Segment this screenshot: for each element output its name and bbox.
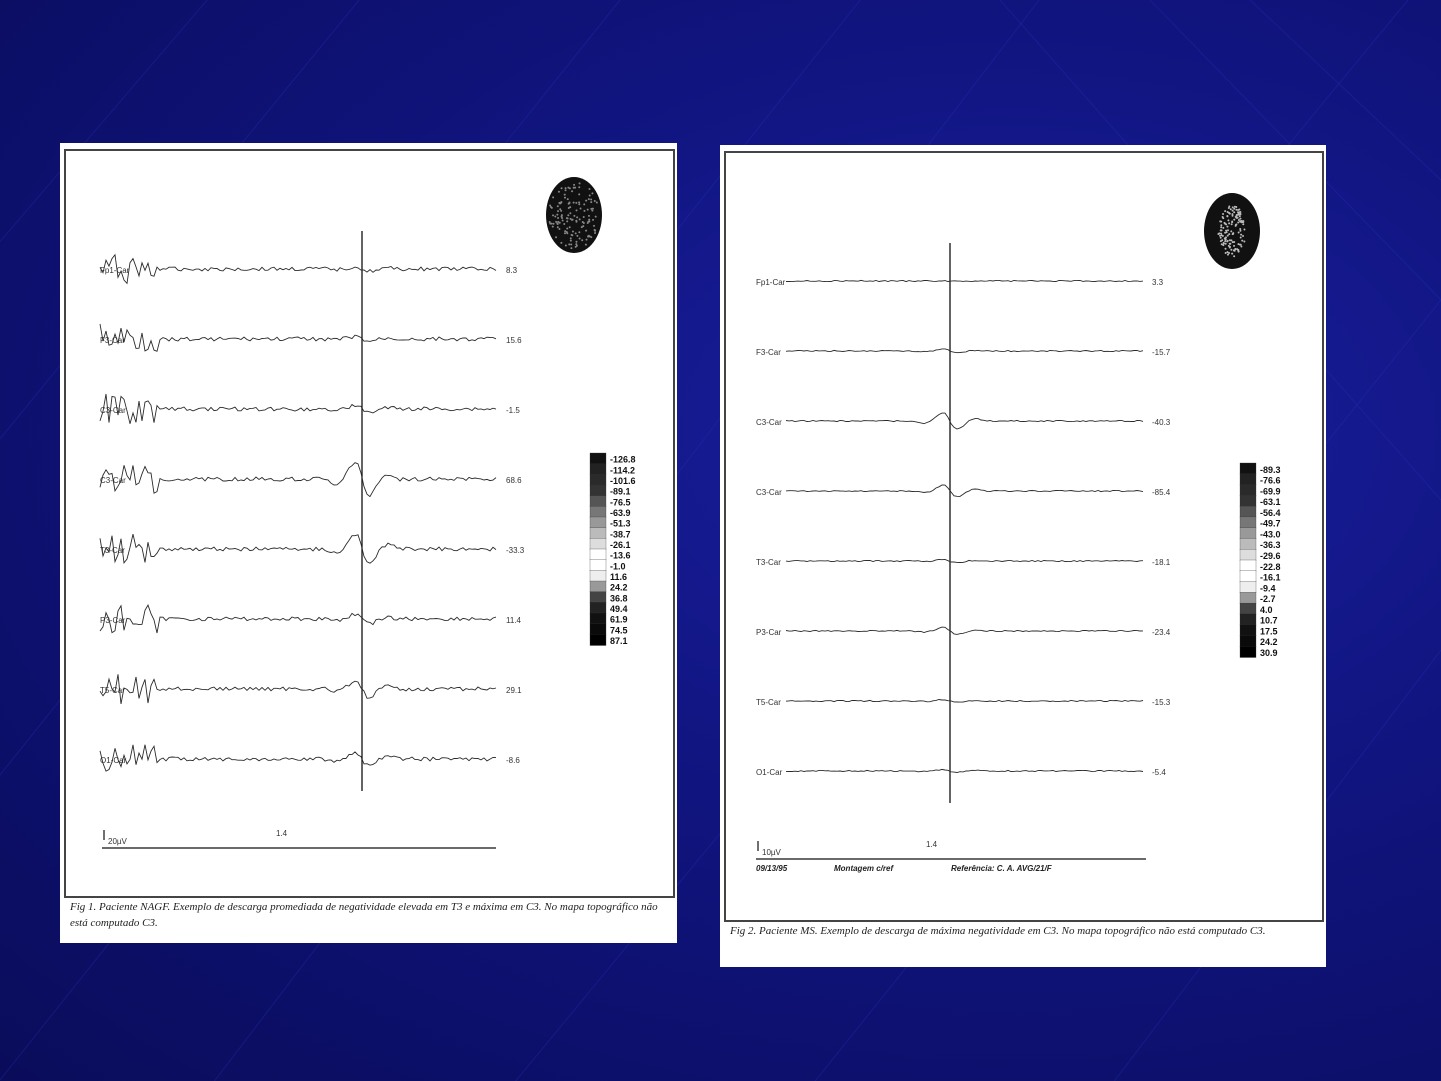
eeg-channel-row (100, 394, 520, 424)
eeg-trace (100, 324, 496, 351)
channel-value: 8.3 (506, 266, 518, 275)
eeg-channel-row (100, 255, 518, 284)
color-scale-value: -29.6 (1260, 551, 1281, 561)
color-scale-value: 87.1 (610, 636, 628, 646)
footer-date: 09/13/95 (756, 864, 788, 873)
color-scale-swatch (1240, 485, 1256, 496)
channel-label: P3-Car (756, 628, 782, 637)
color-scale-swatch (590, 613, 606, 624)
eeg-trace (100, 605, 496, 633)
channel-value: 15.6 (506, 336, 522, 345)
channel-label: O1-Car (756, 768, 783, 777)
color-scale-value: -1.0 (610, 561, 626, 572)
color-scale-value: -49.7 (1260, 518, 1281, 529)
color-scale-swatch (1240, 538, 1256, 549)
color-scale-swatch (590, 634, 606, 645)
footer-reference: Referência: C. A. AVG/21/F (951, 864, 1052, 873)
eeg-channel-row (100, 534, 525, 563)
channel-label: F3-Car (756, 348, 781, 357)
time-axis (102, 829, 496, 848)
eeg-trace (786, 280, 1143, 281)
color-scale-value: -43.0 (1260, 529, 1281, 540)
color-scale-swatch (1240, 506, 1256, 517)
figure-1-frame (64, 149, 675, 898)
channel-label: C3-Car (756, 418, 782, 427)
color-scale-value: -63.1 (1260, 497, 1281, 508)
color-scale-swatch (1240, 517, 1256, 528)
eeg-channel-row (756, 558, 1171, 567)
color-scale-value: -89.3 (1260, 464, 1281, 475)
channel-label: C3-Car (100, 476, 126, 485)
color-scale-value: -38.7 (610, 529, 631, 540)
color-scale-value: 11.6 (610, 572, 628, 582)
color-scale-value: 49.4 (610, 604, 628, 614)
eeg-trace (786, 627, 1143, 634)
eeg-channel-row (100, 745, 520, 771)
color-scale-value: -126.8 (610, 454, 636, 465)
color-scale-swatch (1240, 635, 1256, 646)
footer-montage: Montagem c/ref (834, 864, 894, 873)
color-scale-swatch (1240, 549, 1256, 560)
channel-label: Fp1-Car (100, 266, 130, 275)
eeg-channel-row (756, 278, 1164, 287)
color-scale-value: -9.4 (1260, 583, 1276, 594)
amplitude-scale-label: 20µV (108, 837, 127, 846)
color-scale-swatch (1240, 528, 1256, 539)
eeg-trace (786, 485, 1143, 496)
color-scale-swatch (590, 538, 606, 549)
channel-value: -15.3 (1152, 698, 1171, 707)
color-scale-swatch (590, 464, 606, 475)
figure-2-caption: Fig 2. Paciente MS. Exemplo de descarga de máxima negatividade em C3. No mapa topográfico não está computado C3. (730, 925, 1266, 937)
eeg-channel-row (100, 324, 522, 351)
channel-value: 29.1 (506, 686, 522, 695)
color-scale-value: -101.6 (610, 476, 636, 486)
color-scale-swatch (590, 528, 606, 539)
color-scale-value: -76.5 (610, 497, 631, 508)
eeg-trace (100, 255, 496, 284)
color-scale-value: 24.2 (1260, 637, 1278, 648)
figure-1-caption: Fig 1. Paciente NAGF. Exemplo de descarga promediada de negatividade elevada em T3 e máxima em C3. No mapa topográfico não está computado C3. (70, 901, 658, 929)
color-scale-value: 74.5 (610, 625, 628, 636)
channel-label: Fp1-Car (756, 278, 786, 287)
channel-value: -40.3 (1152, 418, 1171, 427)
channel-label: O1-Car (100, 756, 127, 765)
color-scale-value: -36.3 (1260, 540, 1281, 551)
color-scale-swatch (590, 602, 606, 613)
eeg-channel-row (100, 463, 522, 497)
color-scale-value: -2.7 (1260, 594, 1276, 605)
color-scale-swatch (590, 624, 606, 635)
channel-label: T5-Car (100, 686, 125, 695)
color-scale-swatch (1240, 474, 1256, 485)
color-scale-swatch (1240, 625, 1256, 636)
channel-label: T3-Car (756, 558, 781, 567)
eeg-trace (786, 769, 1143, 772)
channel-value: -8.6 (506, 756, 520, 765)
color-scale-swatch (1240, 582, 1256, 593)
color-scale-swatch (590, 506, 606, 517)
color-scale-value: -16.1 (1260, 572, 1281, 583)
figure-2-eeg-plot (726, 153, 1322, 920)
color-scale-swatch (590, 496, 606, 507)
color-scale-value: 17.5 (1260, 626, 1278, 637)
color-scale-swatch (590, 560, 606, 571)
channel-value: -1.5 (506, 406, 520, 415)
color-scale-value: 24.2 (610, 582, 628, 593)
color-scale-swatch (1240, 463, 1256, 474)
color-scale-swatch (1240, 614, 1256, 625)
color-scale-swatch (1240, 646, 1256, 657)
channel-value: -15.7 (1152, 348, 1171, 357)
eeg-channel-row (100, 605, 522, 633)
color-scale-swatch (590, 485, 606, 496)
color-scale-swatch (590, 570, 606, 581)
channel-label: T5-Car (756, 698, 781, 707)
topographic-head-map (546, 177, 602, 253)
channel-label: C3-Car (100, 406, 126, 415)
color-scale-swatch (1240, 603, 1256, 614)
color-scale-swatch (1240, 560, 1256, 571)
eeg-channel-row (756, 485, 1171, 497)
color-scale-value: 30.9 (1260, 648, 1278, 658)
channel-value: -85.4 (1152, 488, 1171, 497)
color-scale-value: 61.9 (610, 614, 628, 625)
plot-footer (756, 864, 1053, 873)
color-scale-value: 4.0 (1260, 604, 1273, 615)
color-scale-swatch (1240, 571, 1256, 582)
eeg-trace (100, 674, 496, 704)
color-scale-value: 36.8 (610, 593, 628, 604)
eeg-trace (786, 413, 1143, 429)
channel-label: T3-Car (100, 546, 125, 555)
color-scale-value: -76.6 (1260, 475, 1281, 486)
color-scale-swatch (590, 581, 606, 592)
eeg-trace (100, 463, 496, 497)
color-scale-swatch (590, 474, 606, 485)
color-scale-legend (1240, 463, 1281, 658)
color-scale-swatch (590, 592, 606, 603)
channel-value: 3.3 (1152, 278, 1164, 287)
channel-label: F3-Car (100, 336, 125, 345)
color-scale-swatch (590, 549, 606, 560)
color-scale-swatch (1240, 495, 1256, 506)
channel-label: C3-Car (756, 488, 782, 497)
eeg-channel-row (756, 348, 1171, 357)
color-scale-legend (590, 453, 636, 646)
color-scale-value: 10.7 (1260, 615, 1278, 626)
amplitude-scale-label: 10µV (762, 848, 781, 857)
figure-2-panel (720, 145, 1326, 967)
figure-1-panel (60, 143, 677, 943)
channel-value: -33.3 (506, 546, 525, 555)
eeg-channel-row (756, 627, 1171, 637)
color-scale-value: -114.2 (610, 465, 636, 476)
color-scale-value: -26.1 (610, 540, 631, 550)
color-scale-value: -56.4 (1260, 507, 1281, 518)
channel-label: P3-Car (100, 616, 126, 625)
eeg-trace (786, 700, 1143, 703)
topographic-head-map (1204, 193, 1260, 269)
color-scale-swatch (590, 453, 606, 464)
channel-value: -5.4 (1152, 768, 1166, 777)
channel-value: 11.4 (506, 616, 521, 625)
eeg-channel-row (756, 413, 1171, 429)
color-scale-value: -51.3 (610, 518, 631, 529)
eeg-trace (786, 349, 1143, 353)
figure-2-frame (724, 151, 1324, 922)
eeg-trace (100, 394, 496, 424)
eeg-trace (786, 559, 1143, 562)
figure-1-eeg-plot (66, 151, 673, 896)
time-axis (756, 840, 1146, 859)
time-marker-label: 1.4 (276, 829, 288, 838)
color-scale-value: -69.9 (1260, 486, 1281, 497)
channel-value: -18.1 (1152, 558, 1171, 567)
eeg-channel-row (100, 674, 522, 704)
color-scale-value: -63.9 (610, 508, 631, 518)
eeg-trace (100, 745, 496, 771)
color-scale-swatch (590, 517, 606, 528)
channel-value: 68.6 (506, 476, 522, 485)
color-scale-value: -13.6 (610, 550, 631, 561)
eeg-channel-row (756, 698, 1171, 707)
time-marker-label: 1.4 (926, 840, 938, 849)
color-scale-swatch (1240, 592, 1256, 603)
color-scale-value: -89.1 (610, 486, 631, 497)
eeg-channel-row (756, 768, 1166, 777)
channel-value: -23.4 (1152, 628, 1171, 637)
eeg-trace (100, 534, 496, 563)
color-scale-value: -22.8 (1260, 561, 1281, 572)
